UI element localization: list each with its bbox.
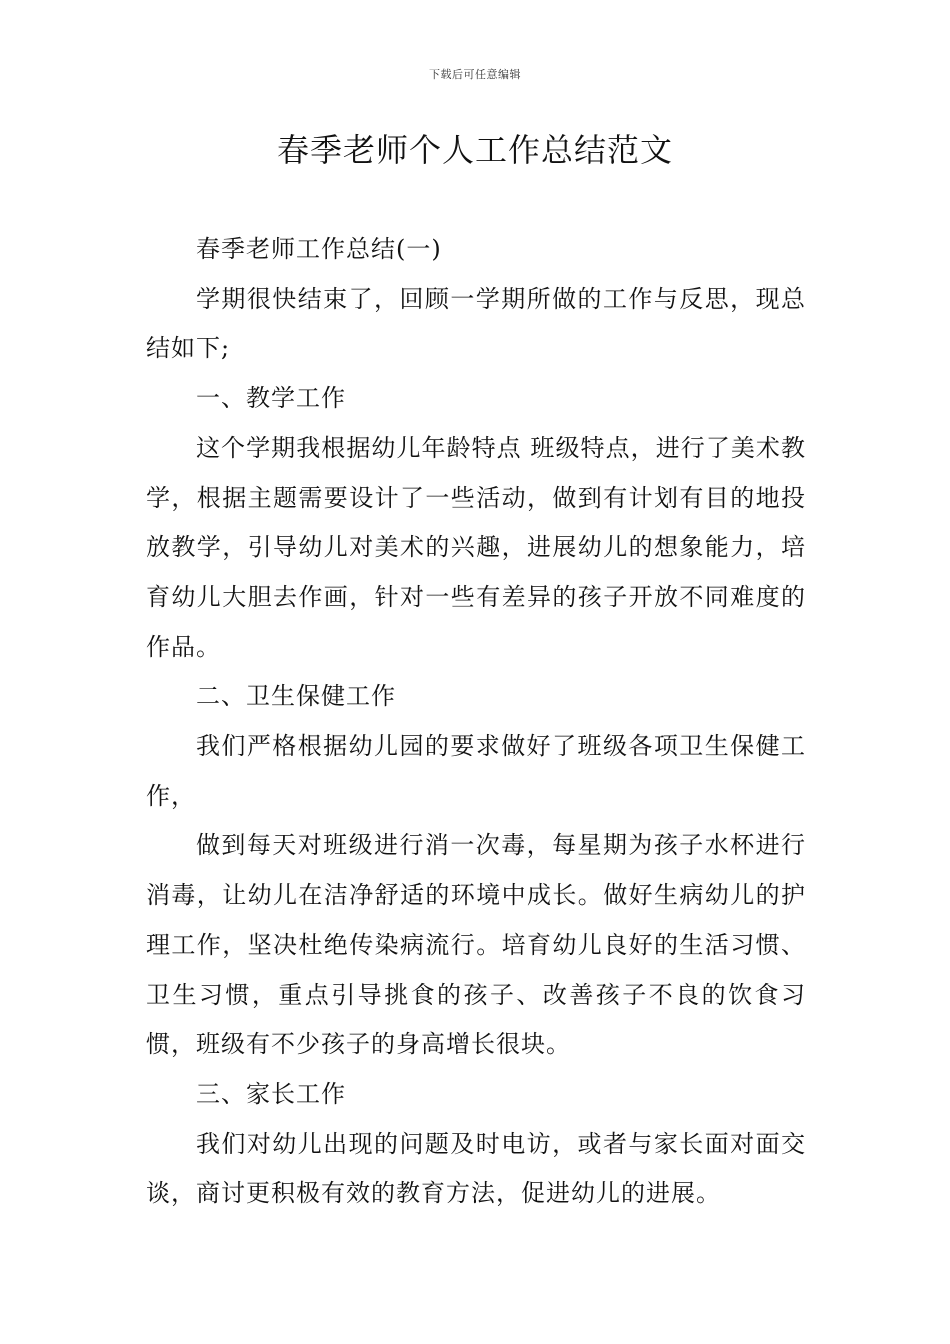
body-paragraph: 我们对幼儿出现的问题及时电访，或者与家长面对面交谈，商讨更积极有效的教育方法，促进幼儿的进展。 (146, 1129, 806, 1208)
body-paragraph: 我们严格根据幼儿园的要求做好了班级各项卫生保健工作， (146, 732, 806, 810)
section-heading: 二、卫生保健工作 (196, 682, 396, 711)
document-body (146, 225, 806, 1219)
body-paragraph: 学期很快结束了，回顾一学期所做的工作与反思，现总结如下; (146, 284, 806, 363)
section-heading: 一、教学工作 (196, 384, 346, 413)
section-heading: 三、家长工作 (196, 1079, 346, 1108)
document-title: 春季老师个人工作总结范文 (276, 131, 673, 169)
body-paragraph: 做到每天对班级进行消一次毒，每星期为孩子水杯进行消毒，让幼儿在洁净舒适的环境中成长。做好生病幼儿的护理工作，坚决杜绝传染病流行。培育幼儿良好的生活习惯、卫生习惯，重点引导挑食的孩子、改善孩子不良的饮食习惯，班级有不少孩子的身高增长很块。 (146, 831, 806, 1059)
header-note: 下载后可任意编辑 (429, 68, 521, 81)
section-heading: 春季老师工作总结(一) (196, 235, 442, 263)
body-paragraph: 这个学期我根据幼儿年龄特点 班级特点，进行了美术教学，根据主题需要设计了一些活动，做到有计划有目的地投放教学，引导幼儿对美术的兴趣，进展幼儿的想象能力，培育幼儿大胆去作画，针对一些有差异的孩子开放不同难度的作品。 (146, 433, 806, 661)
